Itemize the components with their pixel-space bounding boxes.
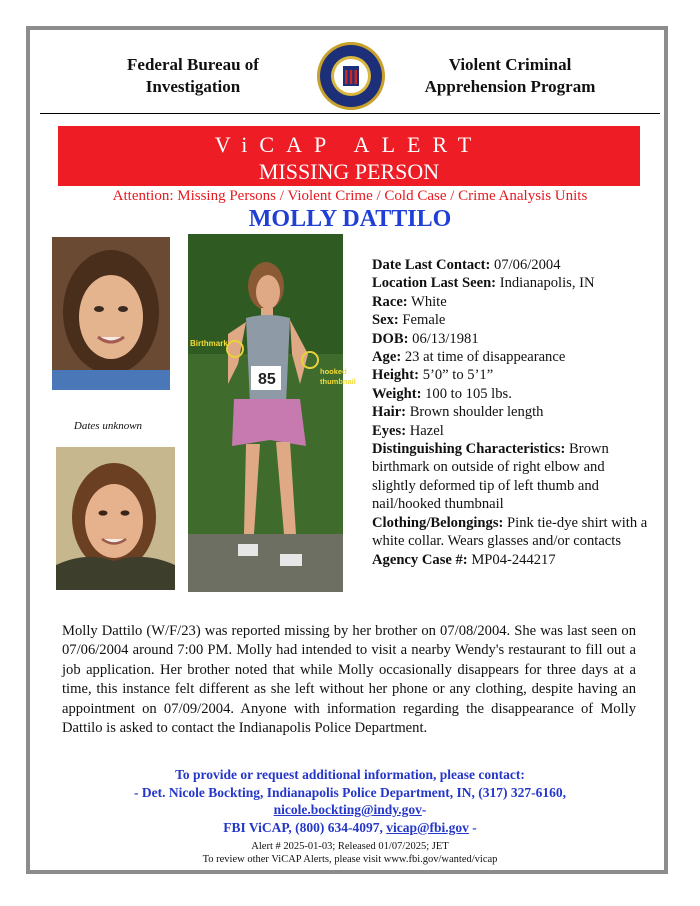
contact-intro: To provide or request additional information, please contact: xyxy=(175,767,525,782)
detail-label: Height: xyxy=(372,367,420,384)
detail-label: Eyes: xyxy=(372,422,407,439)
portrait-photo-1 xyxy=(52,237,170,390)
detail-row xyxy=(372,422,648,440)
detail-row xyxy=(372,256,648,274)
detail-row xyxy=(372,330,648,348)
detail-value: White xyxy=(411,293,447,310)
footer-alert-number: Alert # 2025-01-03; Released 01/07/2025; JET xyxy=(251,841,449,852)
portrait-photo-2 xyxy=(56,447,175,590)
alert-banner-subtitle: MISSING PERSON xyxy=(258,159,440,184)
photo-caption: Dates unknown xyxy=(73,420,143,432)
detail-value: MP04-244217 xyxy=(471,551,556,568)
subject-name: MOLLY DATTILO xyxy=(248,206,452,232)
detail-label: Weight: xyxy=(372,385,422,402)
detail-label: DOB: xyxy=(372,330,409,347)
case-narrative: Molly Dattilo (W/F/23) was reported missing by her brother on 07/08/2004. She was last seen on 07/06/2004 around 7:00 PM. Molly had intended to visit a nearby Wendy's restaurant to fill out a job application. Her brother noted that while Molly occasionally disappears for three days at a time, this instance felt different as she left without her phone or any clothing, despite having an appointment on 07/09/2004. Anyone with information regarding the disappearance of Molly Dattilo is asked to contact the Indianapolis Police Department. xyxy=(62,623,636,737)
detail-label: Age: xyxy=(372,349,402,366)
header-program-line: Apprehension Program xyxy=(424,77,596,96)
detail-value: Brown birthmark on outside of right elbow and slightly deformed tip of left thumb and nail/hooked thumbnail xyxy=(372,441,609,513)
detail-row xyxy=(372,551,648,569)
detail-row xyxy=(372,274,648,292)
detail-row xyxy=(372,348,648,366)
detail-value: 23 at time of disappearance xyxy=(404,349,566,366)
contact-detective: - Det. Nicole Bockting, Indianapolis Police Department, IN, (317) 327-6160, xyxy=(134,784,566,800)
header-agency-line: Federal Bureau of xyxy=(127,55,259,74)
detail-value: 07/06/2004 xyxy=(494,257,561,273)
detail-label: Location Last Seen: xyxy=(372,275,497,292)
header-program-line: Violent Criminal xyxy=(448,55,572,74)
running-photo xyxy=(188,234,356,592)
detail-row xyxy=(372,293,648,311)
details-panel xyxy=(372,256,648,569)
header-agency-name xyxy=(108,54,278,98)
detail-row xyxy=(372,385,648,403)
header-program-name xyxy=(412,54,608,98)
detail-row xyxy=(372,403,648,421)
header-divider xyxy=(40,113,660,114)
detail-label: Distinguishing Characteristics: xyxy=(372,441,566,458)
annotation-thumbnail: thumbnail xyxy=(320,377,356,386)
detail-label: Sex: xyxy=(372,312,399,329)
footer-website: To review other ViCAP Alerts, please visit www.fbi.gov/wanted/vicap xyxy=(202,854,498,865)
contact-block xyxy=(60,766,640,836)
alert-banner xyxy=(58,126,640,186)
contact-dash: - xyxy=(468,819,477,835)
header-agency-line: Investigation xyxy=(145,77,241,96)
alert-banner-title: ViCAP ALERT xyxy=(214,132,484,157)
detail-label: Date Last Contact: xyxy=(372,257,491,273)
detail-value: Brown shoulder length xyxy=(409,404,544,421)
fbi-seal-icon xyxy=(316,41,386,111)
detail-label: Agency Case #: xyxy=(372,551,468,568)
detail-row xyxy=(372,514,648,551)
detail-value: Female xyxy=(402,312,446,329)
detail-row xyxy=(372,311,648,329)
attention-line: Attention: Missing Persons / Violent Crime / Cold Case / Crime Analysis Units xyxy=(112,188,588,204)
detail-row xyxy=(372,366,648,384)
detail-value: 06/13/1981 xyxy=(412,330,479,347)
detail-value: Pink tie-dye shirt with a white collar. Wears glasses and/or contacts xyxy=(372,514,648,550)
race-bib-number: 85 xyxy=(258,371,276,388)
contact-dash: - xyxy=(421,802,427,818)
detail-label: Hair: xyxy=(372,404,407,421)
detail-value: Hazel xyxy=(409,422,444,439)
detail-value: Indianapolis, IN xyxy=(499,275,595,292)
annotation-birthmark: Birthmark xyxy=(190,339,228,348)
contact-fbi-vicap: FBI ViCAP, (800) 634-4097, xyxy=(223,819,387,835)
detail-row xyxy=(372,440,648,514)
detail-value: 5’0” to 5’1” xyxy=(422,367,494,384)
annotation-hooked: hooked xyxy=(320,367,347,376)
detail-label: Race: xyxy=(372,293,408,310)
footer xyxy=(60,840,640,866)
detail-value: 100 to 105 lbs. xyxy=(425,385,512,402)
detail-label: Clothing/Belongings: xyxy=(372,514,504,531)
email-link-nicole[interactable]: nicole.bockting@indy.gov xyxy=(273,802,422,818)
email-link-vicap[interactable]: vicap@fbi.gov xyxy=(386,819,469,835)
